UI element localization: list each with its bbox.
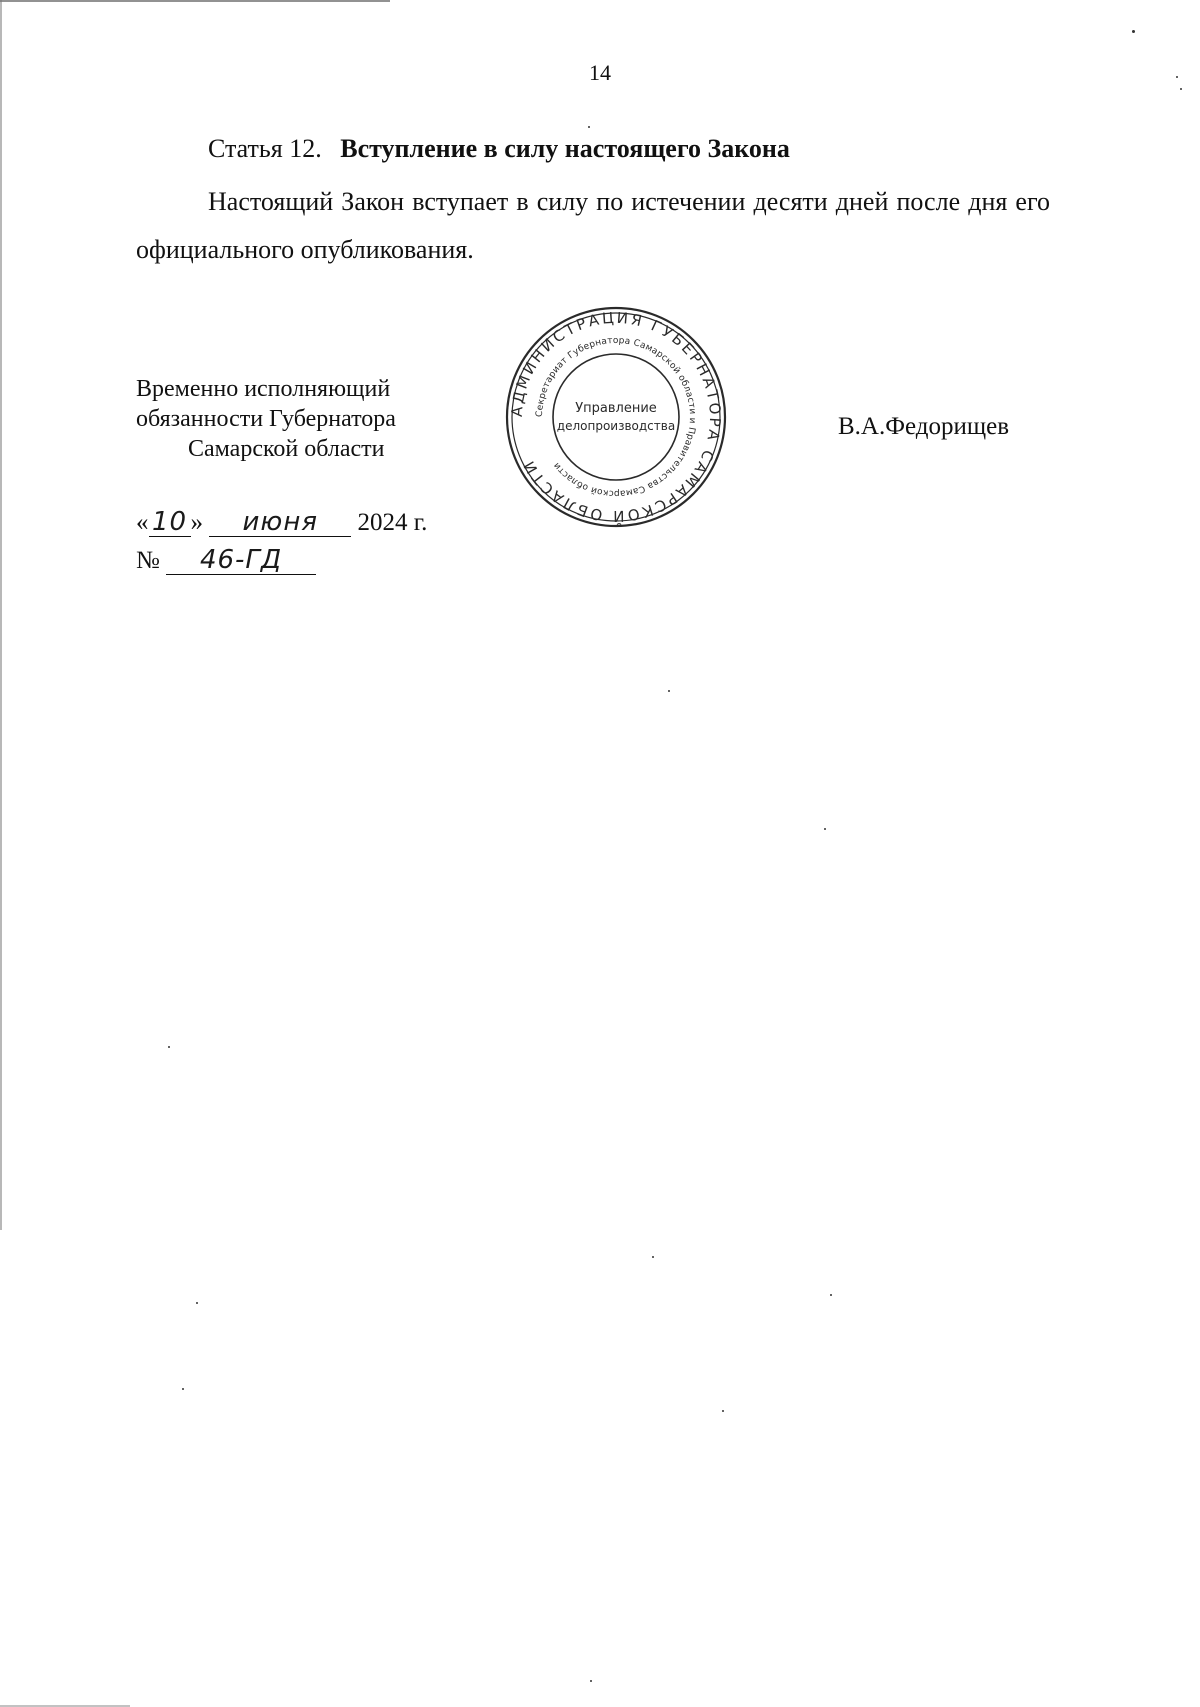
scan-speck xyxy=(1132,30,1135,33)
article-title: Вступление в силу настоящего Закона xyxy=(340,134,790,163)
scan-speck xyxy=(824,828,826,830)
scan-speck xyxy=(652,1256,654,1258)
stamp-center-line-1: Управление xyxy=(575,401,657,416)
scan-speck xyxy=(182,1388,184,1390)
stamp-outer-text: АДМИНИСТРАЦИЯ ГУБЕРНАТОРА САМАРСКОЙ ОБЛАСТИ xyxy=(507,308,725,526)
scan-edge-left xyxy=(0,0,2,1230)
number-value: 46-ГД xyxy=(166,546,316,575)
scan-edge-top xyxy=(0,0,390,2)
signing-date xyxy=(136,508,427,537)
date-open-quote: « xyxy=(136,509,149,536)
date-day: 10 xyxy=(149,508,191,537)
article-text: Настоящий Закон вступает в силу по истечении десяти дней после дня его официального опубликования. xyxy=(136,187,1050,264)
scan-speck xyxy=(168,1046,170,1048)
date-year: 2024 г. xyxy=(357,509,428,536)
official-seal-stamp xyxy=(505,306,727,528)
stamp-center-line-2: делопроизводства xyxy=(556,419,676,433)
date-close-quote: » xyxy=(190,509,203,536)
scan-speck xyxy=(588,126,590,128)
law-number xyxy=(136,546,316,575)
position-line-1: Временно исполняющий xyxy=(136,376,391,402)
article-heading xyxy=(208,134,790,164)
scan-speck xyxy=(196,1302,198,1304)
scan-speck xyxy=(590,1680,592,1682)
position-line-2: обязанности Губернатора xyxy=(136,406,396,432)
scan-speck xyxy=(722,1410,724,1412)
scan-speck xyxy=(830,1294,832,1296)
scan-speck xyxy=(1176,76,1178,78)
scan-speck xyxy=(668,690,670,692)
number-prefix: № xyxy=(136,547,160,574)
date-month: июня xyxy=(209,508,351,537)
scan-speck xyxy=(1180,88,1182,90)
article-label: Статья 12. xyxy=(208,134,322,163)
page-number: 14 xyxy=(589,60,611,85)
signatory-name: В.А.Федорищев xyxy=(838,413,1009,440)
signatory-position xyxy=(136,374,396,464)
position-line-3: Самарской области xyxy=(188,436,385,462)
stamp-inner-text: Секретариат Губернатора Самарской области и Правительства Самарской области xyxy=(534,335,698,499)
